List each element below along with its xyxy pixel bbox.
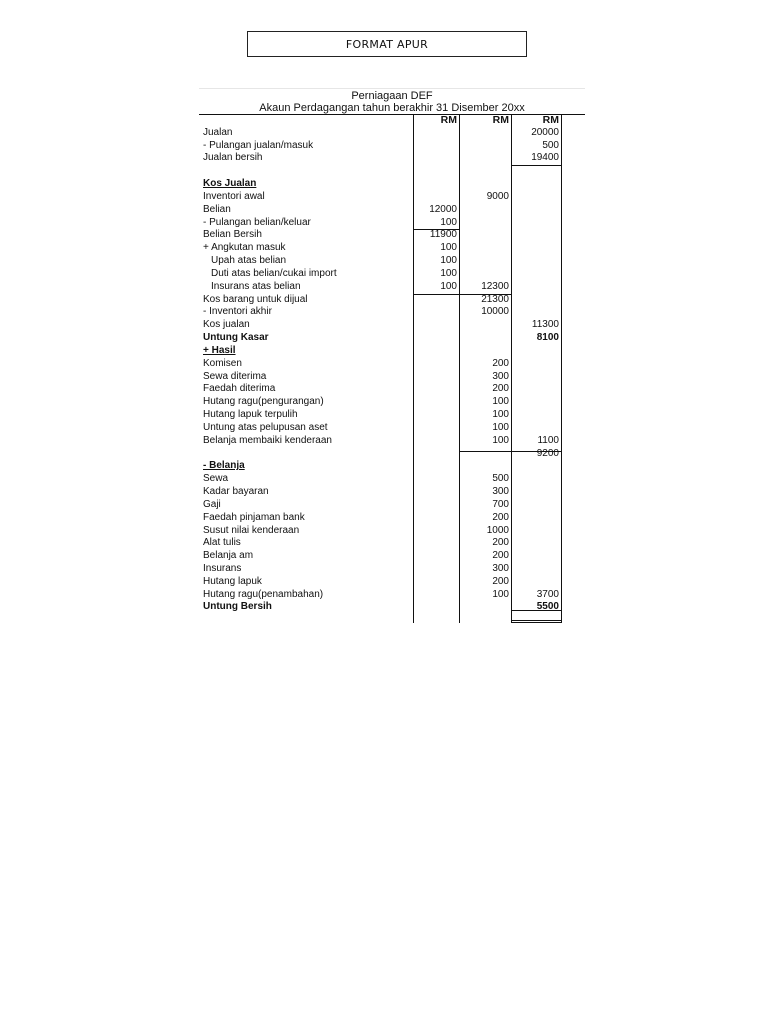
cell-col1: 100 xyxy=(440,216,457,228)
header-top-rule xyxy=(199,114,585,115)
cell-col1: 100 xyxy=(440,267,457,279)
table-row xyxy=(199,371,585,384)
table-row xyxy=(199,178,585,191)
row-label: - Inventori akhir xyxy=(203,306,272,318)
rule-belian-bersih xyxy=(413,229,459,230)
section-heading-hasil: + Hasil xyxy=(203,344,236,356)
column-header: RM xyxy=(542,114,559,126)
row-label: Susut nilai kenderaan xyxy=(203,524,300,536)
table-row xyxy=(199,550,585,563)
rule-kos-barang xyxy=(413,294,511,295)
table-row xyxy=(199,525,585,538)
page-title-box xyxy=(247,31,527,57)
cell-col3: 19400 xyxy=(531,152,559,164)
table-row xyxy=(199,204,585,217)
cell-col1: 11900 xyxy=(429,229,457,241)
table-row xyxy=(199,306,585,319)
table-row xyxy=(199,358,585,371)
cell-col1: 100 xyxy=(440,255,457,267)
row-label: Belanja membaiki kenderaan xyxy=(203,434,332,446)
rule-untung-bersih-double xyxy=(511,620,561,623)
row-label: Alat tulis xyxy=(203,537,241,549)
section-heading-kos-jualan: Kos Jualan xyxy=(203,178,257,190)
row-label: Untung atas pelupusan aset xyxy=(203,421,328,433)
table-row xyxy=(199,345,585,358)
row-label: Faedah pinjaman bank xyxy=(203,511,305,523)
row-label: Inventori awal xyxy=(203,190,265,202)
row-label: Sewa xyxy=(203,473,229,485)
table-row xyxy=(199,576,585,589)
table-row xyxy=(199,152,585,165)
row-label: Belanja am xyxy=(203,550,254,562)
gross-profit-label: Untung Kasar xyxy=(203,332,269,344)
row-label: Hutang lapuk xyxy=(203,575,262,587)
cell-col2: 300 xyxy=(492,486,509,498)
rule-untung-bersih-top xyxy=(511,610,561,611)
cell-col2: 200 xyxy=(492,511,509,523)
cell-col2: 10000 xyxy=(481,306,509,318)
table-row xyxy=(199,422,585,435)
cell-col2: 100 xyxy=(492,588,509,600)
cell-col2: 200 xyxy=(492,357,509,369)
table-row xyxy=(199,165,585,178)
table-row xyxy=(199,281,585,294)
table-row xyxy=(199,396,585,409)
row-label: Kos barang untuk dijual xyxy=(203,293,308,305)
cell-col2: 200 xyxy=(492,537,509,549)
cell-col3: 3700 xyxy=(536,588,559,600)
cell-col3: 500 xyxy=(542,139,559,151)
row-label: Hutang lapuk terpulih xyxy=(203,409,298,421)
cell-col2: 500 xyxy=(492,473,509,485)
table-row xyxy=(199,127,585,140)
table-row xyxy=(199,486,585,499)
cell-col2: 12300 xyxy=(481,280,509,292)
row-label: Upah atas belian xyxy=(211,255,287,267)
cell-col2: 21300 xyxy=(481,293,509,305)
row-label: Hutang ragu(penambahan) xyxy=(203,588,324,600)
table-row xyxy=(199,319,585,332)
cell-col2: 100 xyxy=(492,409,509,421)
row-label: + Angkutan masuk xyxy=(203,242,286,254)
statement-rows xyxy=(199,114,585,614)
cell-col1: 12000 xyxy=(429,203,457,215)
cell-col2: 300 xyxy=(492,370,509,382)
row-label: Gaji xyxy=(203,498,221,510)
row-label: Kadar bayaran xyxy=(203,486,269,498)
table-row xyxy=(199,601,585,614)
row-label: - Pulangan jualan/masuk xyxy=(203,139,314,151)
table-row xyxy=(199,499,585,512)
table-row xyxy=(199,255,585,268)
row-label: Belian xyxy=(203,203,231,215)
trading-account-sheet xyxy=(199,88,585,623)
row-label: Jualan bersih xyxy=(203,152,263,164)
cell-col2: 200 xyxy=(492,575,509,587)
cell-col2: 100 xyxy=(492,396,509,408)
table-row xyxy=(199,409,585,422)
table-row xyxy=(199,229,585,242)
cell-col3: 20000 xyxy=(531,126,559,138)
cell-col1: 100 xyxy=(440,242,457,254)
table-row xyxy=(199,268,585,281)
table-row xyxy=(199,294,585,307)
cell-col2: 200 xyxy=(492,383,509,395)
column-header-row xyxy=(199,114,585,127)
cell-col2: 700 xyxy=(492,498,509,510)
row-label: Faedah diterima xyxy=(203,383,276,395)
cell-col3: 11300 xyxy=(531,319,559,331)
statement-title: Akaun Perdagangan tahun berakhir 31 Disember 20xx xyxy=(259,102,525,114)
table-row xyxy=(199,589,585,602)
table-row xyxy=(199,435,585,448)
section-heading-belanja: - Belanja xyxy=(203,460,245,472)
sheet-top-divider xyxy=(199,88,585,89)
page-title: FORMAT APUR xyxy=(345,37,429,51)
cell-col2: 100 xyxy=(492,421,509,433)
table-row xyxy=(199,383,585,396)
table-row xyxy=(199,217,585,230)
table-row xyxy=(199,537,585,550)
column-header: RM xyxy=(492,114,509,126)
row-label: Hutang ragu(pengurangan) xyxy=(203,396,324,408)
table-row xyxy=(199,191,585,204)
table-row xyxy=(199,512,585,525)
table-row xyxy=(199,332,585,345)
row-label: Kos jualan xyxy=(203,319,250,331)
net-profit-value: 5500 xyxy=(536,601,559,613)
row-label: Duti atas belian/cukai import xyxy=(211,267,337,279)
cell-col2: 1000 xyxy=(486,524,509,536)
cell-col3: 1100 xyxy=(537,434,559,446)
cell-col2: 300 xyxy=(492,562,509,574)
row-label: Belian Bersih xyxy=(203,229,262,241)
row-label: Insurans xyxy=(203,562,242,574)
row-label: - Pulangan belian/keluar xyxy=(203,216,311,228)
row-label: Insurans atas belian xyxy=(211,280,301,292)
table-row xyxy=(199,448,585,461)
table-row xyxy=(199,473,585,486)
row-label: Komisen xyxy=(203,357,242,369)
column-header: RM xyxy=(440,114,457,126)
cell-col1: 100 xyxy=(440,280,457,292)
gross-profit-value: 8100 xyxy=(536,332,559,344)
table-row xyxy=(199,140,585,153)
cell-col2: 100 xyxy=(492,434,509,446)
table-row xyxy=(199,563,585,576)
row-label: Jualan xyxy=(203,126,233,138)
cell-col2: 9000 xyxy=(486,190,509,202)
table-row xyxy=(199,242,585,255)
cell-col2: 200 xyxy=(492,550,509,562)
table-row xyxy=(199,460,585,473)
business-name: Perniagaan DEF xyxy=(351,90,433,102)
row-label: Sewa diterima xyxy=(203,370,267,382)
net-profit-label: Untung Bersih xyxy=(203,601,272,613)
rule-total-hasil xyxy=(459,451,561,452)
rule-jualan-bersih xyxy=(511,165,561,166)
cell-col3: 9200 xyxy=(536,447,559,459)
